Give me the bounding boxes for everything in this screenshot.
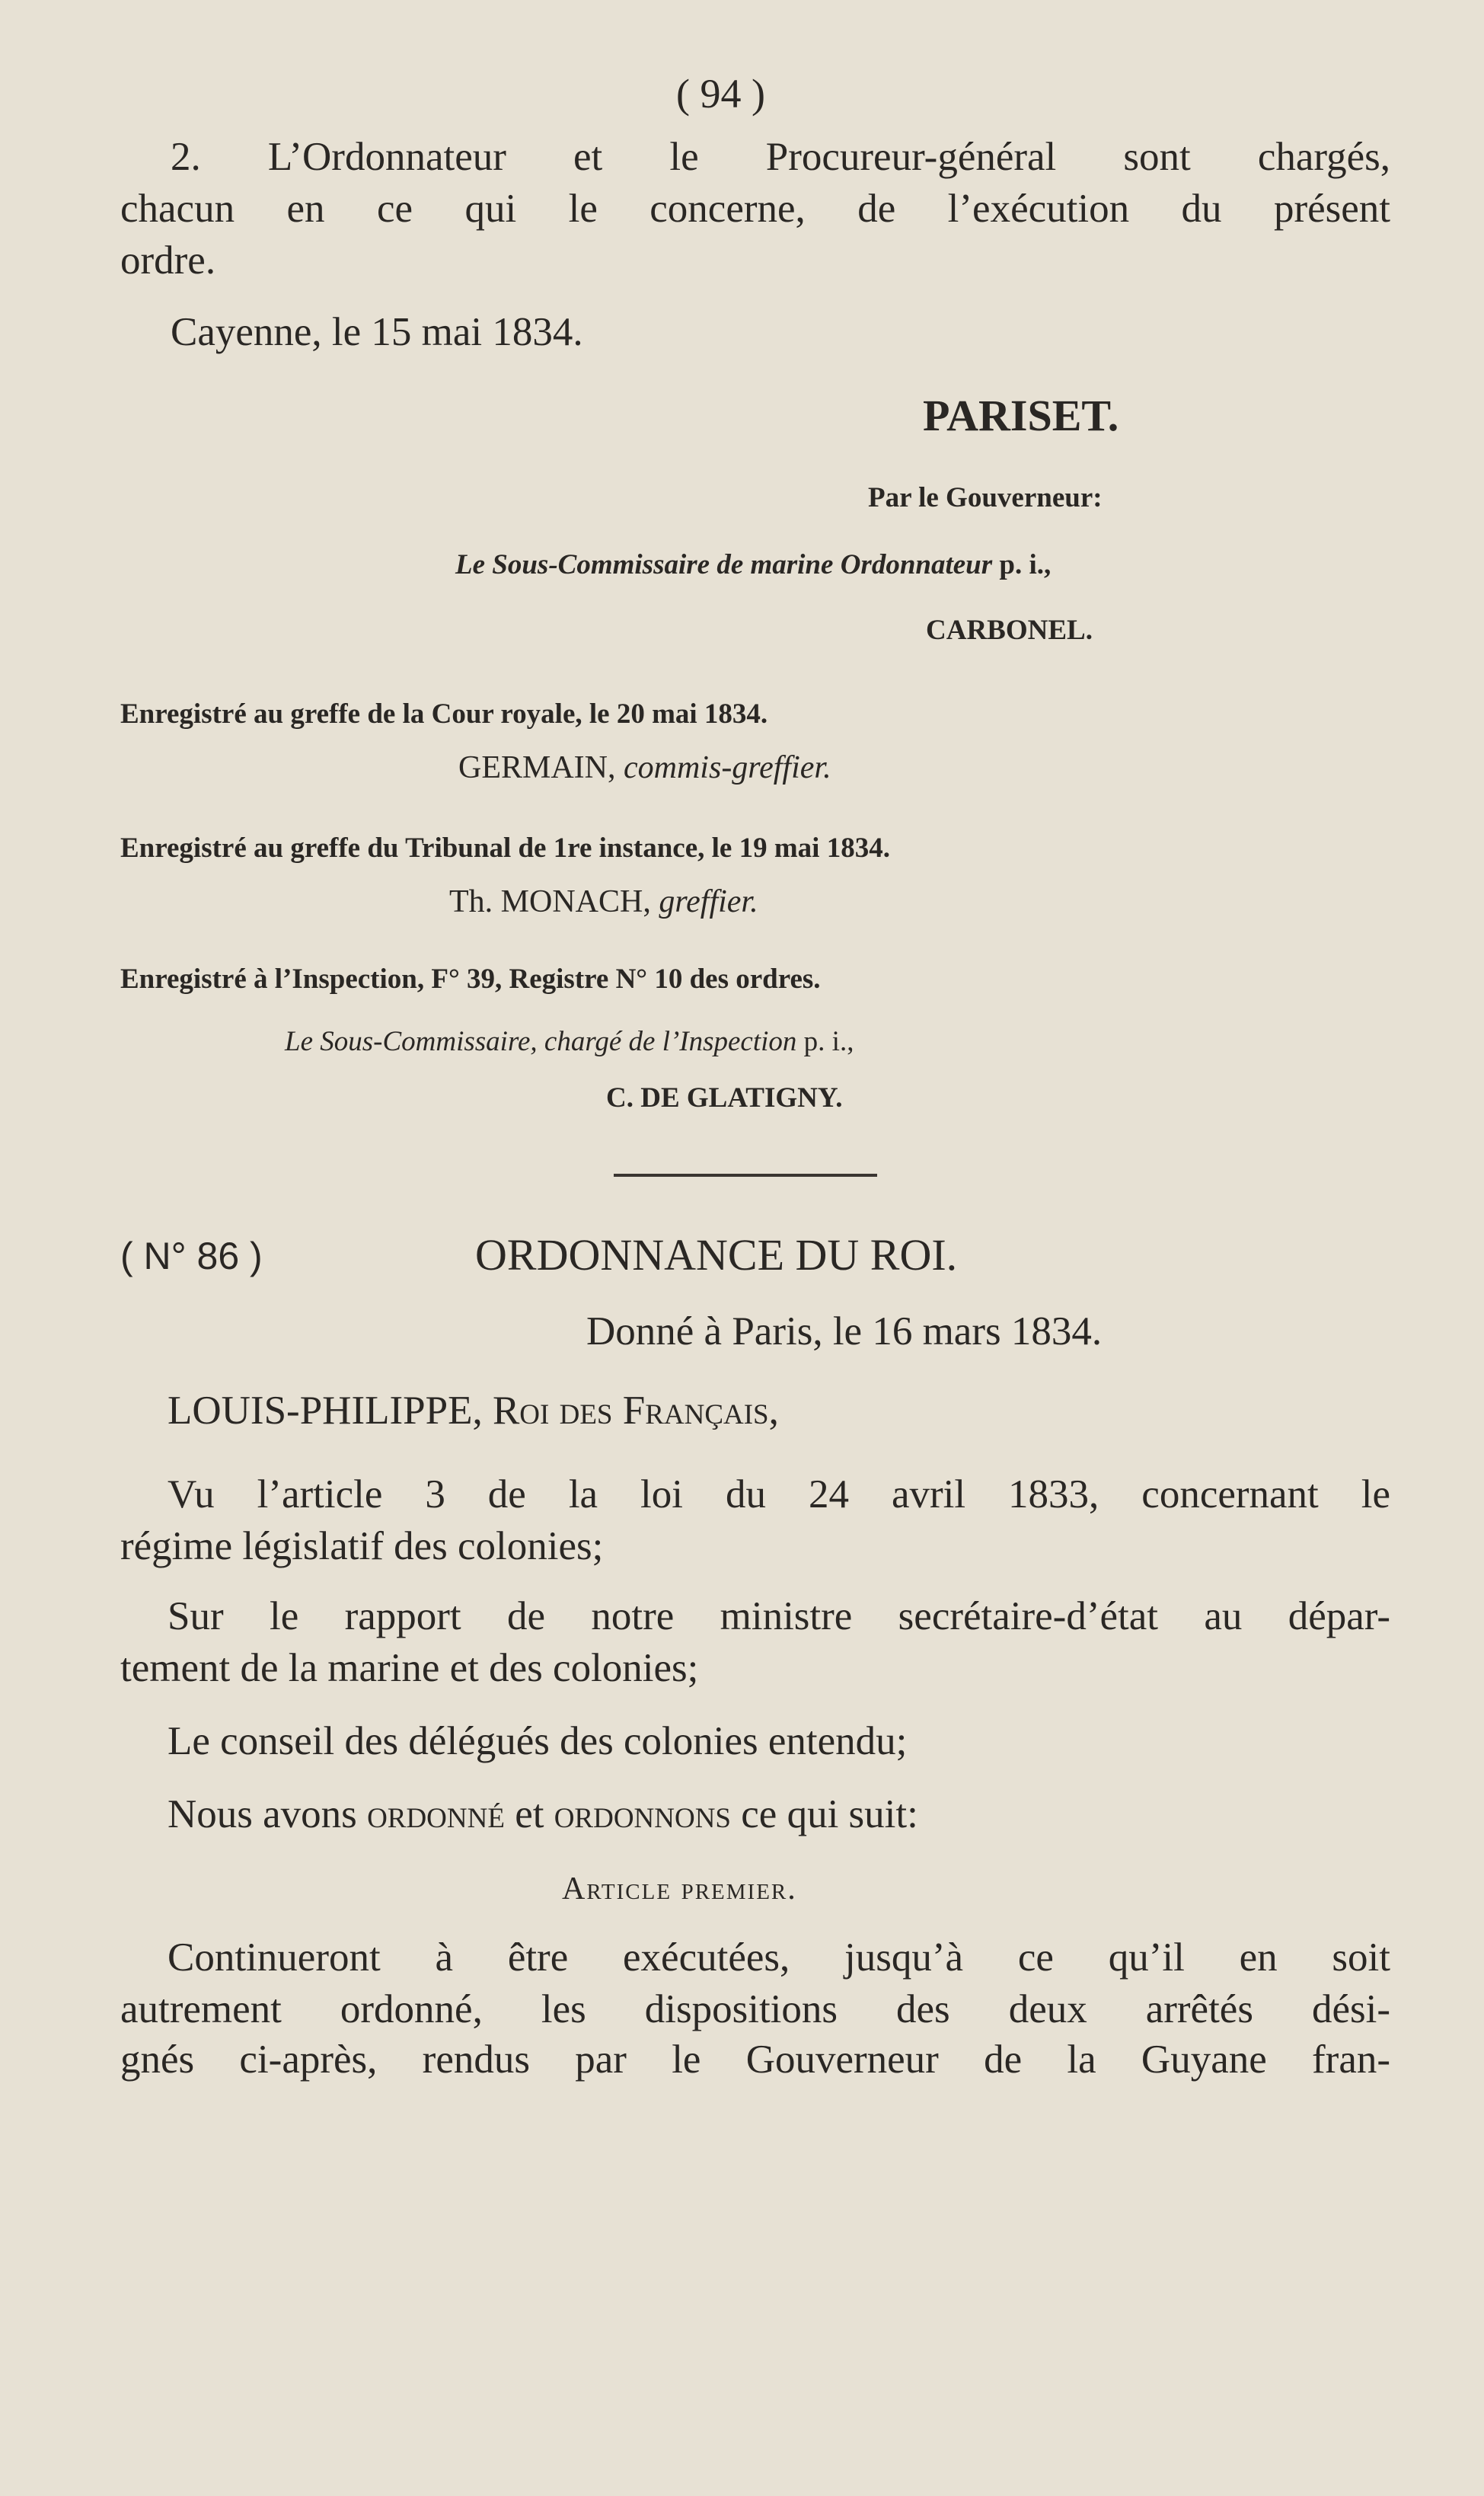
registration-title <box>285 1025 854 1058</box>
registrar-name: Th. MONACH, <box>449 884 651 919</box>
ordonnance-date: Donné à Paris, le 16 mars 1834. <box>586 1309 1103 1353</box>
nous-pre: Nous avons <box>168 1792 357 1836</box>
registration-text: Enregistré au greffe du Tribunal de 1re instance, le 19 mai 1834. <box>120 833 890 864</box>
paragraph-line: Le conseil des délégués des colonies entendu; <box>168 1719 908 1763</box>
paragraph-line: régime législatif des colonies; <box>120 1524 604 1568</box>
paragraph-line: Continueront à être exécutées, jusqu’à ce qu’il en soit <box>168 1935 1390 1980</box>
registration-text: Enregistré au greffe de la Cour royale, le 20 mai 1834. <box>120 698 768 730</box>
king-line <box>168 1388 779 1433</box>
signer-name: CARBONEL. <box>926 615 1093 646</box>
nous-et: et <box>515 1792 544 1836</box>
page-number: ( 94 ) <box>676 71 765 117</box>
registration-text: Enregistré à l’Inspection, F° 39, Registre N° 10 des ordres. <box>120 964 821 995</box>
registration-title-text: Le Sous-Commissaire, chargé de l’Inspection <box>285 1026 797 1057</box>
registrar-name: C. DE GLATIGNY. <box>606 1082 843 1114</box>
paragraph-line: 2. L’Ordonnateur et le Procureur-général sont chargés, <box>171 135 1390 179</box>
paragraph-line: gnés ci-après, rendus par le Gouverneur de la Guyane fran- <box>120 2037 1390 2082</box>
registration-title-suffix: p. i., <box>803 1026 854 1057</box>
nous-line <box>168 1791 918 1837</box>
registration-signer <box>458 749 831 786</box>
section-divider <box>614 1174 877 1177</box>
ordonnance-number: ( N° 86 ) <box>120 1235 263 1277</box>
signer-name: PARISET. <box>923 391 1119 440</box>
article-heading: Article premier. <box>562 1871 797 1906</box>
paragraph-line: Vu l’article 3 de la loi du 24 avril 1833, concernant le <box>168 1472 1390 1516</box>
king-title: Roi des Français, <box>492 1389 779 1433</box>
registration-signer <box>449 884 758 920</box>
paragraph-line: chacun en ce qui le concerne, de l’exécution du présent <box>120 187 1390 231</box>
nous-post: ce qui suit: <box>741 1792 918 1836</box>
nous-ordonnons: ordonnons <box>554 1792 732 1836</box>
registrar-name: GERMAIN, <box>458 750 616 785</box>
nous-ordonne: ordonné <box>367 1792 505 1836</box>
registrar-role: greffier. <box>659 884 758 919</box>
ordonnance-title: ORDONNANCE DU ROI. <box>475 1230 958 1280</box>
paragraph-line: autrement ordonné, les dispositions des deux arrêtés dési- <box>120 1987 1390 2031</box>
signature-title <box>455 548 1051 581</box>
registrar-role: commis-greffier. <box>624 750 831 785</box>
paragraph-line: Sur le rapport de notre ministre secrétaire-d’état au dépar- <box>168 1594 1390 1638</box>
par-gouverneur: Par le Gouverneur: <box>868 482 1103 513</box>
signature-title-suffix: p. i., <box>999 549 1052 580</box>
date-place: Cayenne, le 15 mai 1834. <box>171 310 583 354</box>
signature-title-text: Le Sous-Commissaire de marine Ordonnateur <box>455 549 993 580</box>
paragraph-line: ordre. <box>120 238 216 283</box>
paragraph-line: tement de la marine et des colonies; <box>120 1646 699 1690</box>
king-name: LOUIS-PHILIPPE, <box>168 1389 483 1433</box>
